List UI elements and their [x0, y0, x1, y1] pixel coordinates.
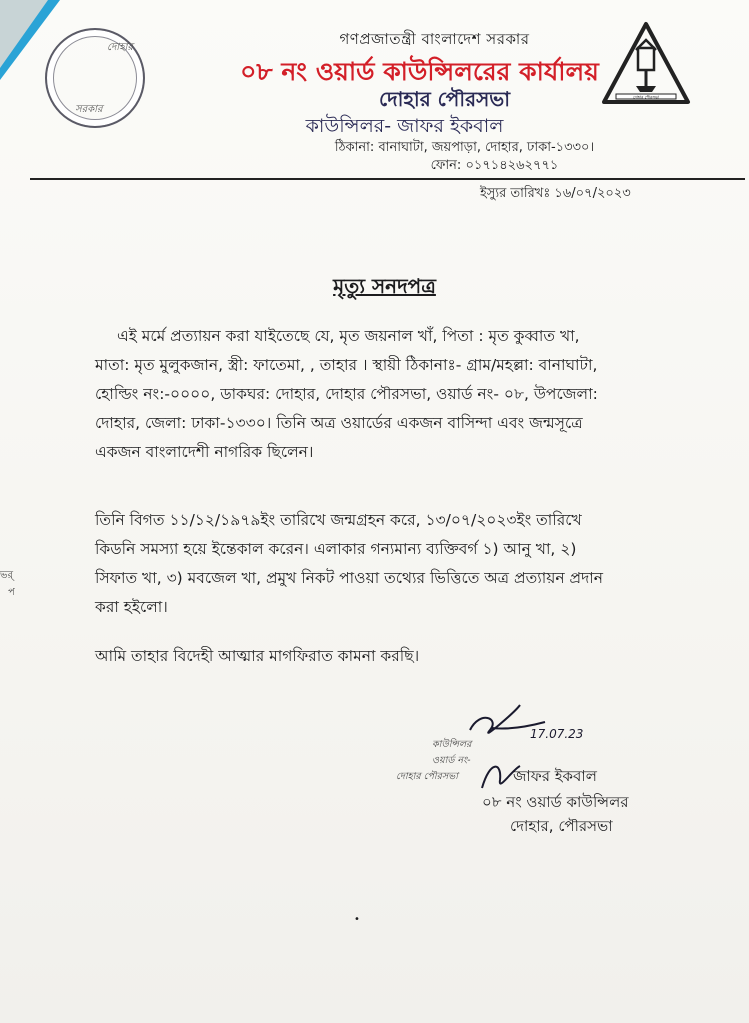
paragraph-2-line-1: তিনি বিগত ১১/১২/১৯৭৯ইং তারিখে জন্মগ্রহন করে, ১৩/০৭/২০২৩ইং তারিখে: [95, 511, 582, 529]
paragraph-1-line-4: দোহার, জেলা: ঢাকা-১৩৩০। তিনি অত্র ওয়ার্ডের একজন বাসিন্দা এবং জন্মসূত্রে: [95, 414, 583, 432]
emblem-caption: দোহার পৌরসভা: [632, 94, 660, 100]
office-title: ০৮ নং ওয়ার্ড কাউন্সিলরের কার্যালয়: [240, 57, 599, 86]
left-margin-mark-1: ভর্: [0, 570, 13, 581]
signature-date: 17.07.23: [530, 727, 584, 741]
left-margin-mark-2: প: [8, 587, 15, 598]
certificate-title: মৃত্যু সনদপত্র: [333, 274, 436, 298]
signatory-ward: ০৮ নং ওয়ার্ড কাউন্সিলর: [482, 793, 629, 811]
seal-text-bottom: সরকার: [75, 104, 103, 115]
municipality-title: দোহার পৌরসভা: [378, 87, 511, 111]
paragraph-2-line-4: করা হইলো।: [95, 598, 168, 616]
paragraph-1-line-1: এই মর্মে প্রত্যায়ন করা যাইতেছে যে, মৃত জয়নাল খাঁ, পিতা : মৃত কুব্বাত খা,: [117, 327, 580, 345]
page-dot: •: [354, 914, 360, 925]
office-phone: ফোন: ০১৭১৪২৬২৭৭১: [430, 158, 559, 173]
certificate-paragraph-2: [95, 506, 675, 622]
paragraph-1-line-2: মাতা: মৃত মুলুকজান, স্ত্রী: ফাতেমা, , তাহার । স্থায়ী ঠিকানাঃ- গ্রাম/মহল্লা: বানাঘাটা,: [95, 356, 598, 374]
stamp-line-3: দোহার পৌরসভা: [396, 771, 458, 782]
councillor-name: কাউন্সিলর- জাফর ইকবাল: [305, 115, 504, 137]
signatory-municipality: দোহার, পৌরসভা: [510, 817, 613, 835]
paragraph-1-line-3: হোল্ডিং নং:-০০০০, ডাকঘর: দোহার, দোহার পৌরসভা, ওয়ার্ড নং- ০৮, উপজেলা:: [95, 385, 598, 403]
paragraph-1-line-5: একজন বাংলাদেশী নাগরিক ছিলেন।: [95, 443, 314, 461]
certificate-paragraph-3: আমি তাহার বিদেহী আত্মার মাগফিরাত কামনা করছি।: [95, 647, 420, 665]
issue-date: ইস্যুর তারিখঃ ১৬/০৭/২০২৩: [480, 186, 631, 201]
government-title: গণপ্রজাতন্ত্রী বাংলাদেশ সরকার: [339, 30, 530, 48]
certificate-paragraph-1: [95, 322, 675, 467]
stamp-line-1: কাউন্সিলর: [432, 739, 472, 750]
stamp-line-2: ওয়ার্ড নং-: [432, 755, 471, 766]
header-divider: [30, 178, 745, 180]
signatory-name: জাফর ইকবাল: [513, 767, 597, 785]
seal-text-top: দোহার: [107, 42, 133, 53]
left-margin-marks: [0, 568, 15, 602]
paragraph-2-line-3: সিফাত খা, ৩) মবজেল খা, প্রমুখ নিকট পাওয়া তথ্যের ভিত্তিতে অত্র প্রত্যায়ন প্রদান: [95, 569, 603, 587]
office-address: ঠিকানা: বানাঘাটা, জয়পাড়া, দোহার, ঢাকা-১৩৩০।: [334, 140, 595, 155]
paragraph-2-line-2: কিডনি সমস্যা হয়ে ইন্তেকাল করেন। এলাকার গন্যমান্য ব্যক্তিবর্গ ১) আনু খা, ২): [95, 540, 577, 558]
